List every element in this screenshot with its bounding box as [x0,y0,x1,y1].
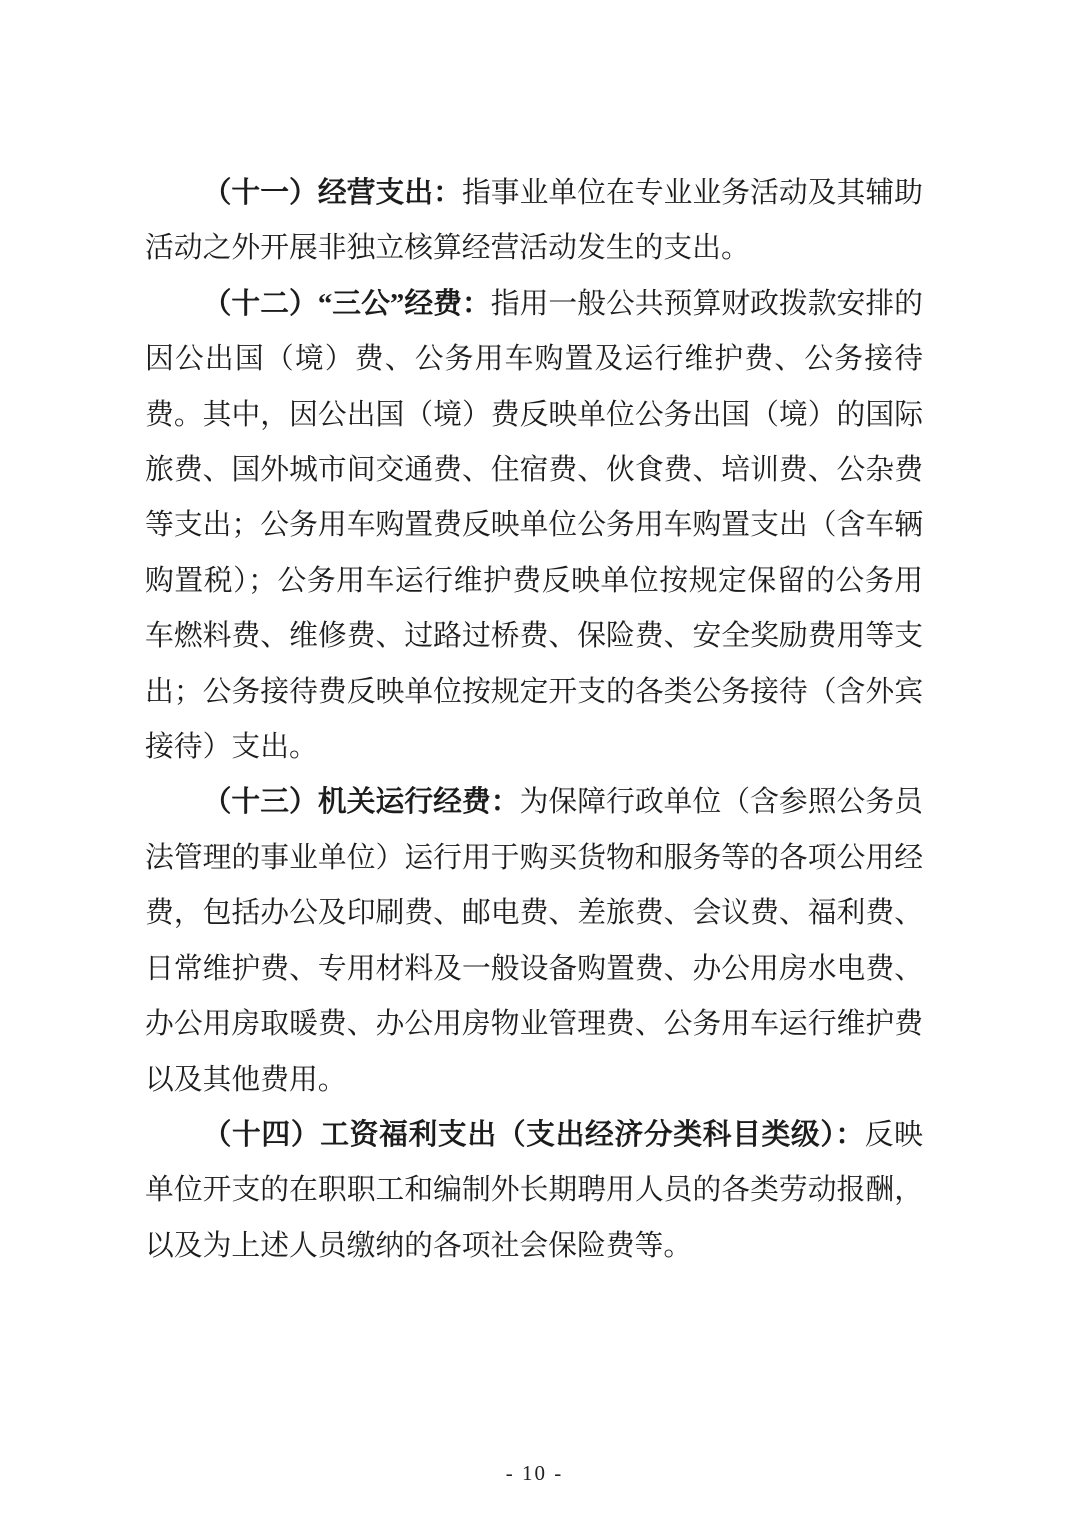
paragraph [145,166,923,277]
paragraph [145,775,923,1107]
paragraph [145,277,923,776]
paragraph-lead: （十三）机关运行经费： [202,786,520,819]
document-body [145,166,923,1274]
paragraph-body: 指用一般公共预算财政拨款安排的因公出国（境）费、公务用车购置及运行维护费、公务接待费。其中，因公出国（境）费反映单位公务出国（境）的国际旅费、国外城市间交通费、住宿费、伙食费、培训费、公杂费等支出；公务用车购置费反映单位公务用车购置支出（含车辆购置税）；公务用车运行维护费反映单位按规定保留的公务用车燃料费、维修费、过路过桥费、保险费、安全奖励费用等支出；公务接待费反映单位按规定开支的各类公务接待（含外宾接待）支出。 [145,287,923,764]
paragraph-lead: （十二）“三公”经费： [202,287,491,320]
paragraph-body: 为保障行政单位（含参照公务员法管理的事业单位）运行用于购买货物和服务等的各项公用经费，包括办公及印刷费、邮电费、差旅费、会议费、福利费、日常维护费、专用材料及一般设备购置费、办公用房水电费、办公用房取暖费、办公用房物业管理费、公务用车运行维护费以及其他费用。 [145,786,923,1096]
page-number: - 10 - [505,1461,564,1485]
paragraph-lead: （十四）工资福利支出（支出经济分类科目类级）： [202,1118,865,1151]
paragraph [145,1108,923,1274]
paragraph-body: 指事业单位在专业业务活动及其辅助活动之外开展非独立核算经营活动发生的支出。 [145,177,923,265]
paragraph-body: 反映单位开支的在职职工和编制外长期聘用人员的各类劳动报酬，以及为上述人员缴纳的各项社会保险费等。 [145,1118,923,1262]
paragraph-lead: （十一）经营支出： [202,177,462,209]
